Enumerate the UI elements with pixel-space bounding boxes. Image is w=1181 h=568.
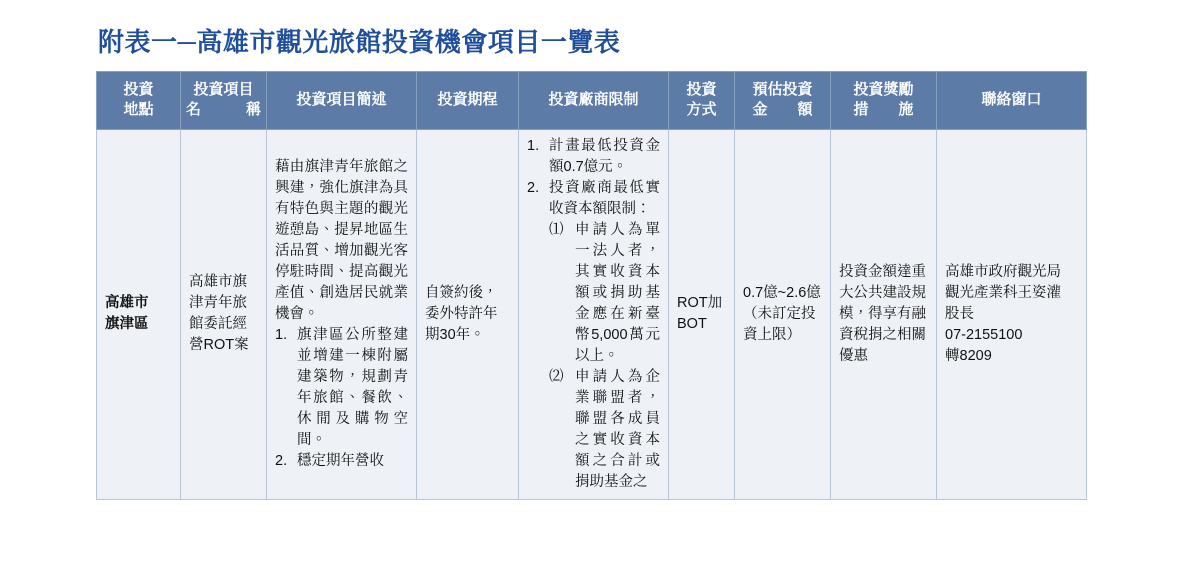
list-text: 計畫最低投資金額0.7億元。	[549, 137, 660, 175]
column-header-location	[97, 72, 181, 130]
column-header-schedule-line1: 投資期程	[437, 91, 498, 109]
restrictions-list	[527, 136, 660, 493]
sub-list-marker: ⑵	[549, 368, 564, 385]
column-header-project-name-line1: 投資項目	[193, 81, 254, 98]
description-list-item	[275, 451, 408, 472]
list-marker: 1.	[275, 326, 288, 343]
contact-line: 觀光產業科王姿灌	[945, 284, 1061, 301]
cell-location-line1: 高雄市	[105, 295, 149, 312]
column-header-invest-amount-line1: 預估投資	[752, 81, 813, 98]
column-header-invest-amount-line2: 金 額	[752, 101, 813, 119]
sub-list-text: 申請人為企業聯盟者，聯盟各成員之實收資本額之合計或捐助基金之	[575, 368, 660, 490]
contact-line: 07-2155100	[945, 326, 1023, 343]
column-header-invest-amount	[735, 72, 831, 130]
column-header-contact-line1: 聯絡窗口	[981, 91, 1042, 109]
investment-opportunity-table	[96, 71, 1087, 500]
column-header-project-name-line2: 名 稱	[185, 101, 261, 119]
restrictions-sub-list	[549, 220, 660, 493]
cell-location-line2: 旗津區	[105, 316, 149, 333]
column-header-description	[267, 72, 417, 130]
column-header-restrictions	[519, 72, 669, 130]
column-header-invest-method	[669, 72, 735, 130]
column-header-incentives-line2: 措 施	[853, 101, 914, 119]
column-header-restrictions-line1: 投資廠商限制	[548, 91, 639, 109]
sub-list-marker: ⑴	[549, 221, 564, 238]
column-header-incentives-line1: 投資獎勵	[853, 81, 914, 98]
column-header-invest-method-line1: 投資	[686, 81, 717, 98]
description-list	[275, 325, 408, 472]
contact-line: 高雄市政府觀光局	[945, 263, 1061, 280]
contact-line: 股長	[945, 305, 974, 322]
list-text: 旗津區公所整建並增建一棟附屬建築物，規劃青年旅館、餐飲、休閒及購物空間。	[297, 326, 408, 448]
list-marker: 2.	[527, 179, 540, 196]
cell-description	[267, 129, 417, 499]
column-header-incentives	[831, 72, 937, 130]
cell-invest-method: ROT加BOT	[669, 129, 735, 499]
cell-contact	[937, 129, 1087, 499]
restrictions-list-item	[527, 136, 660, 178]
cell-location	[97, 129, 181, 499]
column-header-schedule	[417, 72, 519, 130]
restrictions-sub-item	[549, 367, 660, 493]
contact-line: 轉8209	[945, 347, 992, 364]
column-header-location-line2: 地點	[123, 101, 154, 119]
list-marker: 1.	[527, 137, 540, 154]
list-text: 穩定期年營收	[297, 452, 384, 469]
cell-schedule: 自簽約後，委外特許年期30年。	[417, 129, 519, 499]
cell-project-name: 高雄市旗津青年旅館委託經營ROT案	[181, 129, 267, 499]
column-header-invest-method-line2: 方式	[686, 101, 717, 119]
column-header-contact	[937, 72, 1087, 130]
description-intro: 藉由旗津青年旅館之興建，強化旗津為具有特色與主題的觀光遊憩島、提昇地區生活品質、增加觀光客停駐時間、提高觀光產值、創造居民就業機會。	[275, 158, 408, 322]
restrictions-sub-item	[549, 220, 660, 367]
sub-list-text: 申請人為單一法人者，其實收資本額或捐助基金應在新臺幣5,000萬元以上。	[575, 221, 660, 364]
cell-incentives: 投資金額達重大公共建設規模，得享有融資稅捐之相關優惠	[831, 129, 937, 499]
table-row	[97, 129, 1087, 499]
column-header-location-line1: 投資	[123, 81, 154, 98]
table-header-row	[97, 72, 1087, 130]
column-header-project-name	[181, 72, 267, 130]
column-header-description-line1: 投資項目簡述	[296, 91, 387, 109]
list-marker: 2.	[275, 452, 288, 469]
page-title: 附表一─高雄市觀光旅館投資機會項目一覽表	[98, 27, 621, 57]
list-text: 投資廠商最低實收資本額限制：	[549, 179, 660, 217]
description-list-item	[275, 325, 408, 451]
cell-restrictions	[519, 129, 669, 499]
cell-invest-amount: 0.7億~2.6億（未訂定投資上限）	[735, 129, 831, 499]
restrictions-list-item	[527, 178, 660, 493]
